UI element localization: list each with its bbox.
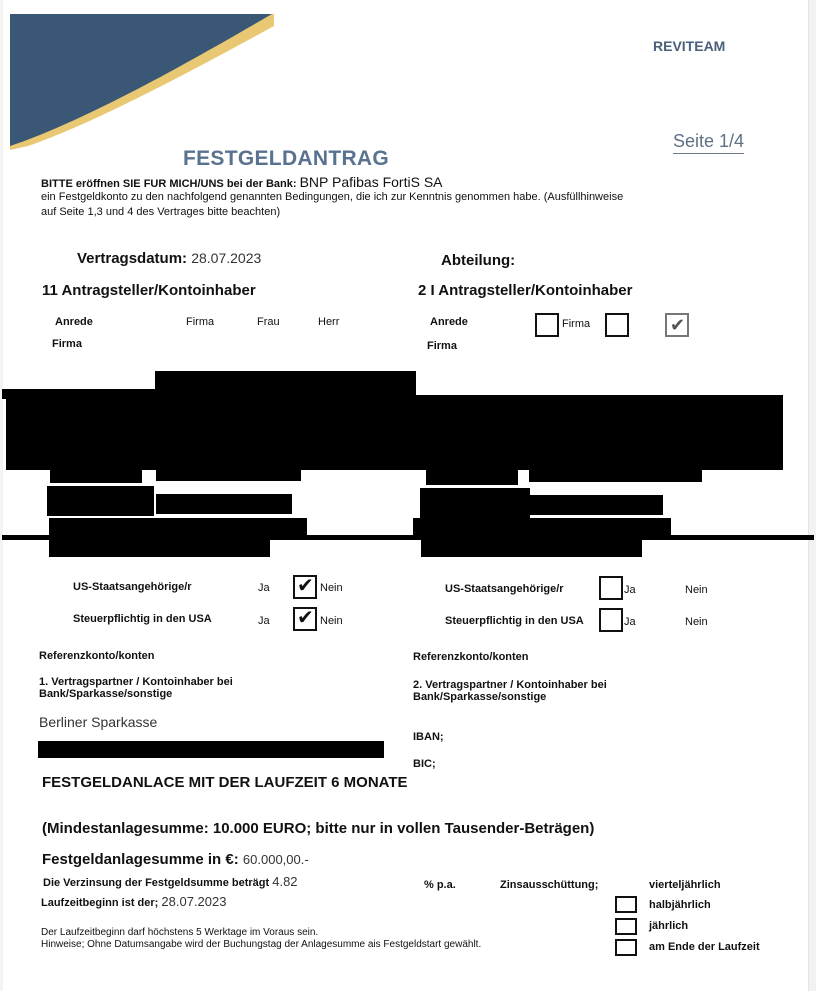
redacted-block: [156, 468, 301, 481]
applicant2-us-tax-label: Steuerpflichtig in den USA: [445, 615, 584, 627]
applicant1-heading: 11 Antragsteller/Kontoinhaber: [42, 282, 256, 299]
applicant1-us-tax-label: Steuerpflichtig in den USA: [73, 613, 212, 625]
redacted-block: [47, 486, 154, 516]
payout-option-yearly: jährlich: [649, 920, 689, 932]
applicant1-partner-label-1: 1. Vertragspartner / Kontoinhaber bei: [39, 676, 233, 688]
applicant1-salutation-label: Anrede: [55, 316, 93, 328]
payout-checkbox-yearly[interactable]: [615, 918, 637, 935]
applicant2-us-tax-nein[interactable]: Nein: [685, 616, 708, 628]
applicant2-partner-label-2: Bank/Sparkasse/sonstige: [413, 691, 547, 703]
checkmark-icon: ✔: [670, 315, 686, 335]
applicant2-ref-label: Referenzkonto/konten: [413, 651, 529, 663]
applicant1-us-tax-ja: Ja: [258, 615, 270, 627]
page-right-edge: [808, 0, 816, 991]
intro-line-2: ein Festgeldkonto zu den nachfolgend genannten Bedingungen, die ich zur Kenntnis genommen habe. (Ausfüllhinweise: [41, 191, 624, 203]
applicant2-partner-label-1: 2. Vertragspartner / Kontoinhaber bei: [413, 679, 607, 691]
start-label: Laufzeitbeginn ist der;: [41, 897, 159, 909]
applicant1-company-label: Firma: [52, 338, 82, 350]
payout-option-quarterly[interactable]: vierteljährlich: [649, 879, 721, 891]
applicant1-us-citizen-nein-checkbox[interactable]: [293, 575, 317, 599]
start-value[interactable]: 28.07.2023: [161, 894, 227, 909]
intro-eroeffnen: eröffnen: [75, 178, 120, 190]
redacted-iban: [38, 741, 384, 758]
logo-triangle-icon: [8, 12, 276, 150]
applicant2-us-tax-ja-checkbox[interactable]: [599, 608, 623, 632]
payout-option-halfyearly: halbjährlich: [649, 899, 711, 911]
checkmark-icon: ✔: [297, 575, 314, 597]
intro-bank-label: Bank:: [265, 178, 297, 190]
rate-unit: % p.a.: [424, 879, 456, 891]
redacted-block: [528, 495, 663, 515]
payout-label: Zinsausschüttung;: [500, 879, 599, 891]
rate-label: Die Verzinsung der Festgeldsumme beträgt: [43, 877, 270, 889]
redacted-block: [49, 538, 270, 557]
applicant2-checkbox-firma[interactable]: [535, 313, 559, 337]
applicant2-iban-label: IBAN;: [413, 731, 444, 743]
applicant2-us-citizen-nein[interactable]: Nein: [685, 584, 708, 596]
deposit-heading: FESTGELDANLACE MIT DER LAUFZEIT 6 MONATE: [42, 774, 408, 791]
redacted-block: [529, 468, 702, 482]
payout-checkbox-halfyearly[interactable]: [615, 896, 637, 913]
intro-fuer-mich: SIE FUR MICH/UNS: [122, 178, 224, 190]
redacted-block: [426, 468, 518, 485]
checkmark-icon: ✔: [297, 607, 314, 629]
applicant1-ref-label: Referenzkonto/konten: [39, 650, 155, 662]
start-note-1: Der Laufzeitbeginn darf höchstens 5 Werktage im Voraus sein.: [41, 927, 319, 938]
bank-name-value[interactable]: BNP Pafibas FortiS SA: [299, 174, 443, 190]
page-indicator: Seite 1/4: [673, 131, 744, 154]
intro-bei-der: bei der: [226, 178, 263, 190]
page-title: FESTGELDANTRAG: [183, 147, 390, 170]
applicant2-us-citizen-ja: Ja: [624, 584, 636, 596]
applicant2-checkbox-herr[interactable]: [665, 313, 689, 337]
applicant1-us-tax-nein-checkbox[interactable]: [293, 607, 317, 631]
rate-row: [43, 874, 298, 889]
redacted-block: [420, 488, 530, 518]
applicant1-us-tax-nein: Nein: [320, 615, 343, 627]
redacted-block: [6, 395, 783, 470]
brand-name: REVITEAM: [653, 38, 726, 54]
deposit-amount-value[interactable]: 60.000,00.-: [242, 852, 309, 867]
deposit-amount-row: [42, 851, 309, 868]
page-left-edge: [0, 0, 3, 991]
applicant1-bank-value[interactable]: Berliner Sparkasse: [39, 714, 158, 730]
contract-date-row: [77, 250, 261, 267]
intro-line-1: [41, 174, 443, 190]
applicant1-us-citizen-label: US-Staatsangehörige/r: [73, 581, 192, 593]
applicant1-option-herr[interactable]: Herr: [318, 316, 340, 328]
applicant2-company-label: Firma: [427, 340, 457, 352]
redacted-block: [50, 468, 142, 483]
contract-date-label: Vertragsdatum:: [77, 250, 188, 267]
contract-date-value[interactable]: 28.07.2023: [191, 250, 262, 266]
intro-line-3: auf Seite 1,3 und 4 des Vertrages bitte beachten): [41, 206, 281, 218]
applicant2-checkbox-frau[interactable]: [605, 313, 629, 337]
applicant2-us-tax-ja: Ja: [624, 616, 636, 628]
applicant1-us-citizen-nein: Nein: [320, 582, 343, 594]
start-row: [41, 894, 226, 909]
applicant2-salutation-label: Anrede: [430, 316, 468, 328]
applicant1-option-frau[interactable]: Frau: [257, 316, 280, 328]
start-note-2: Hinweise; Ohne Datumsangabe wird der Buchungstag der Anlagesumme ais Festgeldstart gewählt.: [41, 939, 482, 950]
rate-value[interactable]: 4.82: [272, 874, 298, 889]
deposit-amount-label: Festgeldanlagesumme in €:: [42, 851, 239, 868]
deposit-minimum-note: (Mindestanlagesumme: 10.000 EURO; bitte nur in vollen Tausender-Beträgen): [42, 820, 595, 837]
redacted-block: [156, 494, 292, 514]
applicant1-option-firma[interactable]: Firma: [186, 316, 215, 328]
intro-bitte: BITTE: [41, 178, 73, 190]
department-label: Abteilung:: [441, 252, 516, 269]
payout-option-end-of-term: am Ende der Laufzeit: [649, 941, 760, 953]
applicant2-us-citizen-ja-checkbox[interactable]: [599, 576, 623, 600]
redacted-block: [421, 538, 642, 557]
applicant2-us-citizen-label: US-Staatsangehörige/r: [445, 583, 564, 595]
applicant1-us-citizen-ja: Ja: [258, 582, 270, 594]
payout-checkbox-end-of-term[interactable]: [615, 939, 637, 956]
applicant2-option-firma: Firma: [562, 318, 591, 330]
applicant1-partner-label-2: Bank/Sparkasse/sonstige: [39, 688, 173, 700]
applicant2-bic-label: BIC;: [413, 758, 436, 770]
applicant2-heading: 2 I Antragsteller/Kontoinhaber: [418, 282, 633, 299]
